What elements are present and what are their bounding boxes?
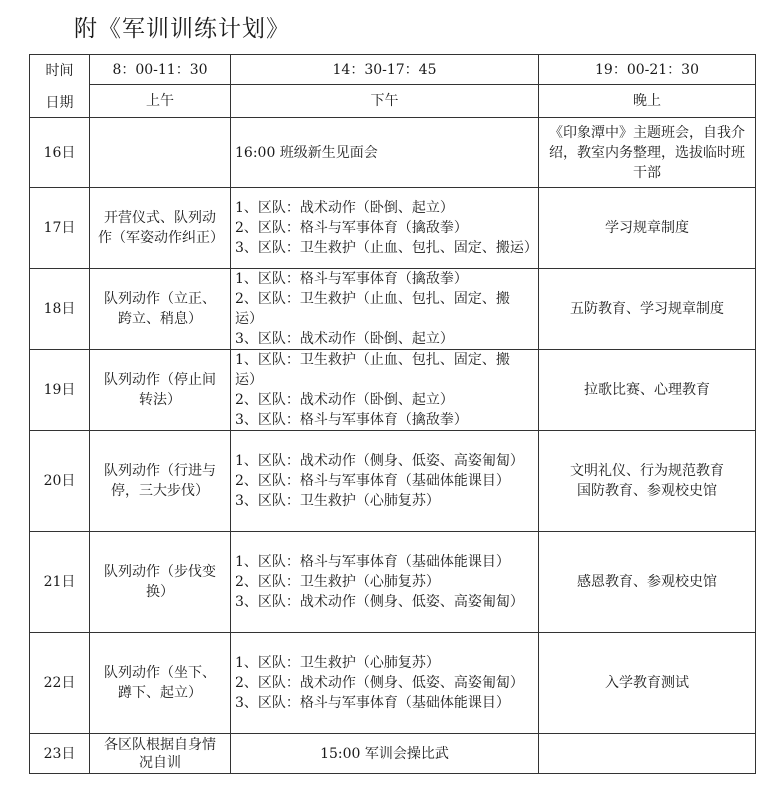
label-pm: 下午 — [231, 85, 539, 118]
table-row — [30, 269, 756, 350]
afternoon-cell: 1、区队：战术动作（侧身、低姿、高姿匍匐） 2、区队：格斗与军事体育（基础体能课目） 3、区队：卫生救护（心肺复苏） — [231, 431, 539, 532]
label-am: 上午 — [90, 85, 231, 118]
evening-cell: 五防教育、学习规章制度 — [539, 269, 756, 350]
date-cell: 21日 — [30, 532, 90, 633]
evening-cell: 入学教育测试 — [539, 633, 756, 734]
evening-cell: 学习规章制度 — [539, 188, 756, 269]
evening-cell: 《印象潭中》主题班会，自我介绍，教室内务整理，选拔临时班干部 — [539, 118, 756, 188]
corner-time-label: 时间 — [45, 63, 74, 79]
table-row — [30, 118, 756, 188]
morning-cell — [90, 118, 231, 188]
date-cell: 23日 — [30, 734, 90, 774]
label-eve: 晚上 — [539, 85, 756, 118]
time-eve: 19：00-21：30 — [539, 55, 756, 85]
afternoon-cell: 1、区队：卫生救护（止血、包扎、固定、搬运） 2、区队：战术动作（卧倒、起立） 3、区队：格斗与军事体育（擒敌拳） — [231, 350, 539, 431]
time-pm: 14：30-17：45 — [231, 55, 539, 85]
table-row — [30, 431, 756, 532]
morning-cell: 队列动作（立正、跨立、稍息） — [90, 269, 231, 350]
evening-cell: 文明礼仪、行为规范教育 国防教育、参观校史馆 — [539, 431, 756, 532]
afternoon-cell: 1、区队：格斗与军事体育（基础体能课目） 2、区队：卫生救护（心肺复苏） 3、区队：战术动作（侧身、低姿、高姿匍匐） — [231, 532, 539, 633]
afternoon-cell: 1、区队：格斗与军事体育（擒敌拳） 2、区队：卫生救护（止血、包扎、固定、搬运） 3、区队：战术动作（卧倒、起立） — [231, 269, 539, 350]
evening-cell: 感恩教育、参观校史馆 — [539, 532, 756, 633]
table-row — [30, 734, 756, 774]
date-cell: 19日 — [30, 350, 90, 431]
header-time-row — [30, 55, 756, 85]
page-title: 附《军训训练计划》 — [74, 16, 290, 42]
morning-cell: 队列动作（停止间转法） — [90, 350, 231, 431]
evening-cell — [539, 734, 756, 774]
afternoon-cell: 15:00 军训会操比武 — [231, 734, 539, 774]
morning-cell: 开营仪式、队列动作（军姿动作纠正） — [90, 188, 231, 269]
table-row — [30, 350, 756, 431]
evening-cell: 拉歌比赛、心理教育 — [539, 350, 756, 431]
morning-cell: 队列动作（行进与停，三大步伐） — [90, 431, 231, 532]
morning-cell: 各区队根据自身情况自训 — [90, 734, 231, 774]
morning-cell: 队列动作（坐下、蹲下、起立） — [90, 633, 231, 734]
table-row — [30, 532, 756, 633]
corner-date-label: 日期 — [45, 95, 74, 111]
morning-cell: 队列动作（步伐变换） — [90, 532, 231, 633]
date-cell: 18日 — [30, 269, 90, 350]
date-cell: 20日 — [30, 431, 90, 532]
afternoon-cell: 16:00 班级新生见面会 — [231, 118, 539, 188]
date-cell: 17日 — [30, 188, 90, 269]
table-row — [30, 188, 756, 269]
afternoon-cell: 1、区队：战术动作（卧倒、起立） 2、区队：格斗与军事体育（擒敌拳） 3、区队：卫生救护（止血、包扎、固定、搬运） — [231, 188, 539, 269]
time-am: 8：00-11：30 — [90, 55, 231, 85]
date-cell: 16日 — [30, 118, 90, 188]
corner-header-cell — [30, 55, 90, 118]
afternoon-cell: 1、区队：卫生救护（心肺复苏） 2、区队：战术动作（侧身、低姿、高姿匍匐） 3、区队：格斗与军事体育（基础体能课目） — [231, 633, 539, 734]
header-label-row — [30, 85, 756, 118]
training-plan-table — [29, 54, 756, 774]
date-cell: 22日 — [30, 633, 90, 734]
table-row — [30, 633, 756, 734]
